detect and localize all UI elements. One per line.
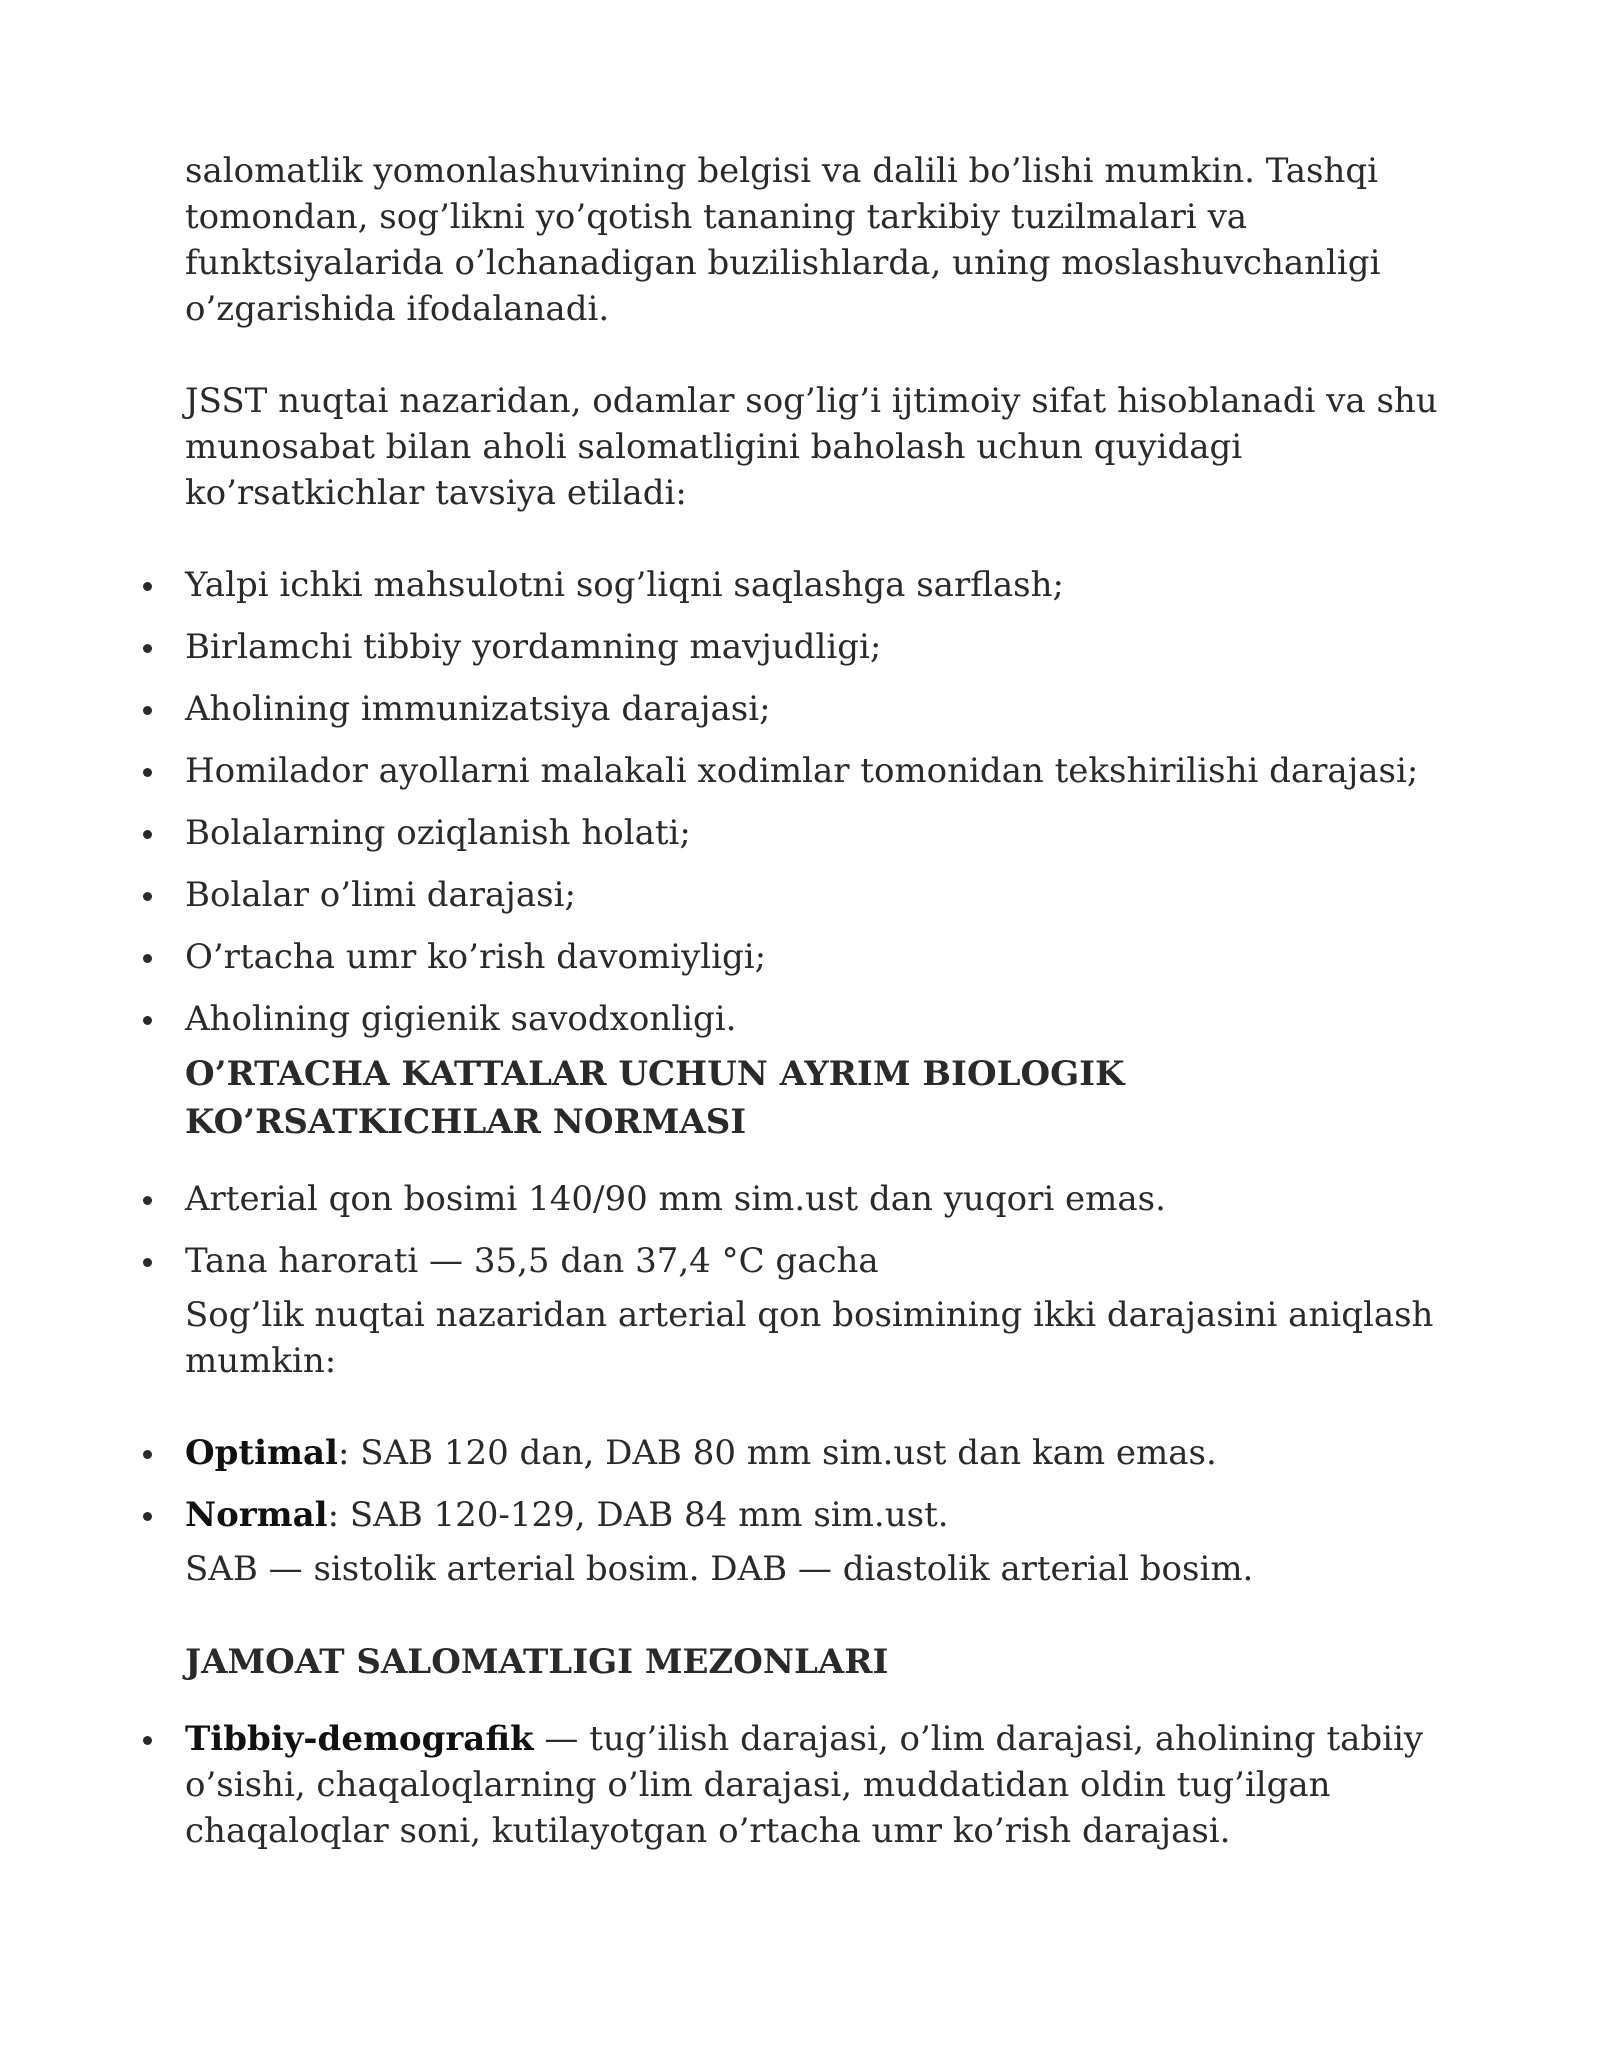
list-item: Arterial qon bosimi 140/90 mm sim.ust dan yuqori emas. bbox=[185, 1176, 1485, 1222]
biological-norms-list bbox=[185, 1176, 1485, 1284]
section-heading-biological-norms: O’RTACHA KATTALAR UCHUN AYRIM BIOLOGIK KO’RSATKICHLAR NORMASI bbox=[185, 1054, 1125, 1142]
list-item: Aholining immunizatsiya darajasi; bbox=[185, 686, 1485, 732]
health-indicators-list bbox=[185, 562, 1485, 1042]
list-item: Aholining gigienik savodxonligi. bbox=[185, 996, 1485, 1042]
blood-pressure-note: Sog’lik nuqtai nazaridan arterial qon bosimining ikki darajasini aniqlash mumkin: bbox=[185, 1295, 1434, 1381]
list-item: Birlamchi tibbiy yordamning mavjudligi; bbox=[185, 624, 1485, 670]
list-item: Yalpi ichki mahsulotni sog’liqni saqlashga sarflash; bbox=[185, 562, 1485, 608]
criterion-term: Tibbiy-demografik bbox=[185, 1719, 534, 1759]
criterion-text: — tug’ilish darajasi, o’lim darajasi, aholining tabiiy o’sishi, chaqaloqlarning o’lim darajasi, muddatidan oldin tug’ilgan chaqaloqlar soni, kutilayotgan o’rtacha umr ko’rish darajasi. bbox=[185, 1719, 1424, 1851]
level-text: : SAB 120-129, DAB 84 mm sim.ust. bbox=[327, 1495, 949, 1535]
list-item: O’rtacha umr ko’rish davomiyligi; bbox=[185, 934, 1485, 980]
blood-pressure-levels-list bbox=[185, 1430, 1485, 1538]
abbreviations-note: SAB — sistolik arterial bosim. DAB — diastolik arterial bosim. bbox=[185, 1549, 1254, 1589]
level-text: : SAB 120 dan, DAB 80 mm sim.ust dan kam emas. bbox=[337, 1433, 1217, 1473]
level-term: Normal bbox=[185, 1495, 328, 1535]
document-page bbox=[185, 148, 1485, 1870]
list-item bbox=[185, 1716, 1485, 1854]
intro-paragraph-2: JSST nuqtai nazaridan, odamlar sog’lig’i ijtimoiy sifat hisoblanadi va shu munosabat bilan aholi salomatligini baholash uchun quyidagi ko’rsatkichlar tavsiya etiladi: bbox=[185, 381, 1438, 513]
list-item bbox=[185, 1492, 1485, 1538]
list-item: Tana harorati — 35,5 dan 37,4 °C gacha bbox=[185, 1238, 1485, 1284]
intro-paragraph-1: salomatlik yomonlashuvining belgisi va dalili bo’lishi mumkin. Tashqi tomondan, sog’likni yo’qotish tananing tarkibiy tuzilmalari va funktsiyalarida o’lchanadigan buzilishlarda, uning moslashuvchanligi o’zgarishida ifodalanadi. bbox=[185, 151, 1381, 329]
public-health-criteria-list bbox=[185, 1716, 1485, 1854]
list-item bbox=[185, 1430, 1485, 1476]
level-term: Optimal bbox=[185, 1433, 338, 1473]
list-item: Bolalarning oziqlanish holati; bbox=[185, 810, 1485, 856]
list-item: Homilador ayollarni malakali xodimlar tomonidan tekshirilishi darajasi; bbox=[185, 748, 1485, 794]
list-item: Bolalar o’limi darajasi; bbox=[185, 872, 1485, 918]
section-heading-public-health: JAMOAT SALOMATLIGI MEZONLARI bbox=[185, 1642, 889, 1682]
